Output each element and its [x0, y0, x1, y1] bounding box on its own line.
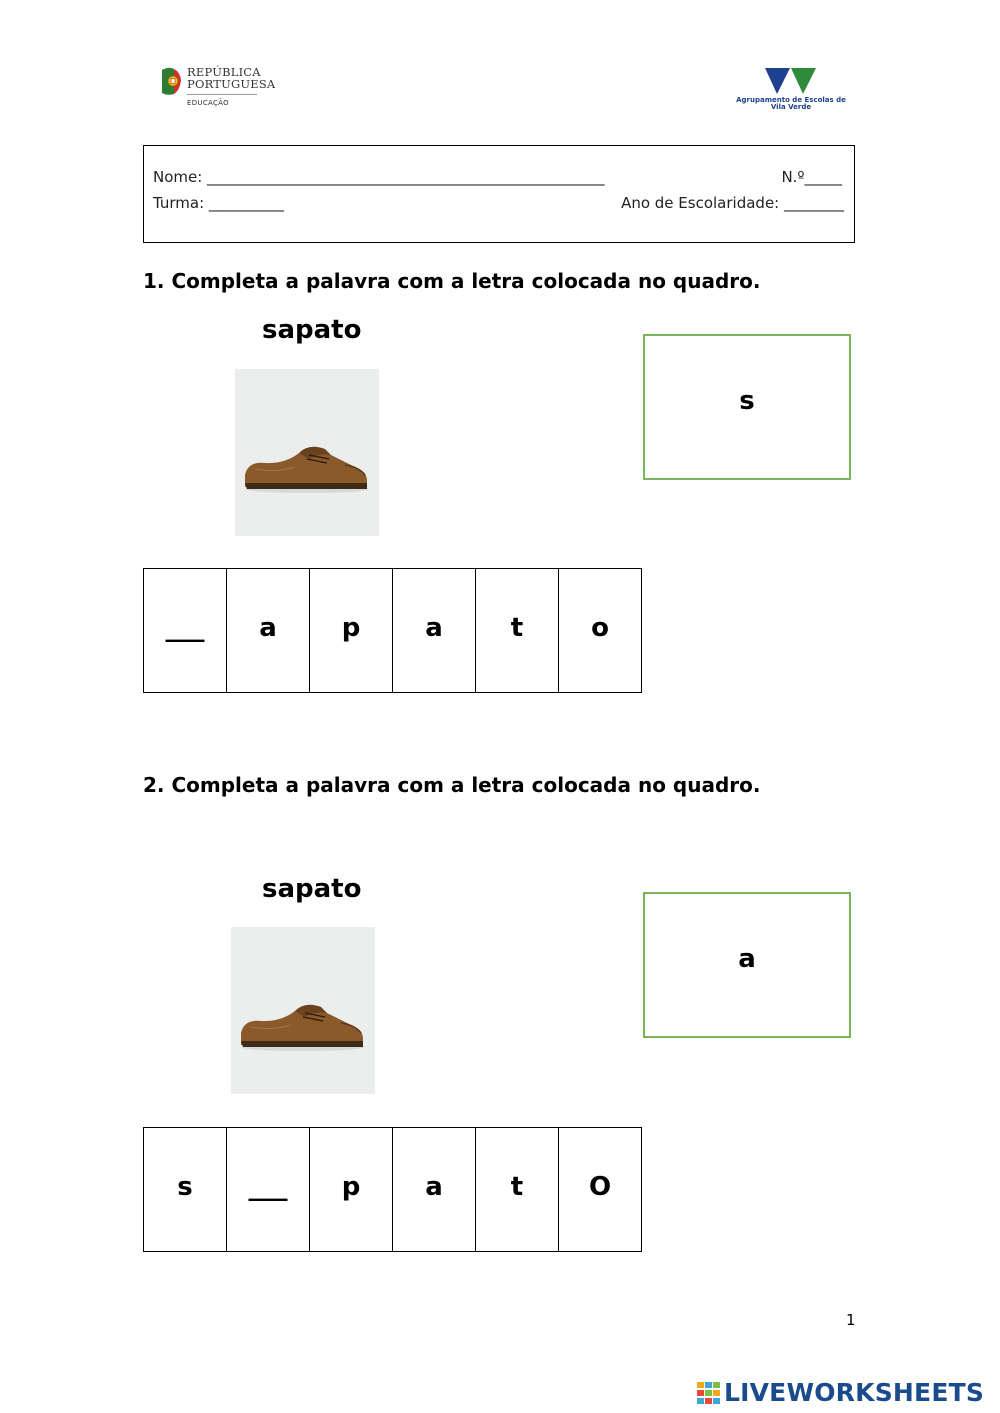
republica-portuguesa-logo — [160, 62, 276, 112]
word-cell: a — [393, 569, 476, 693]
turma-field[interactable]: Turma: __________ — [153, 194, 284, 212]
word-table-2 — [143, 1127, 642, 1252]
republica-line1: REPÚBLICA — [187, 65, 261, 79]
portugal-emblem-icon — [160, 66, 182, 96]
word-cell: t — [476, 569, 559, 693]
shoe-photo-2 — [231, 927, 375, 1094]
word-cell: s — [144, 1128, 227, 1252]
word-cell: o — [559, 569, 642, 693]
word-cell: O — [559, 1128, 642, 1252]
table-row — [144, 1128, 642, 1252]
agrupamento-triangles-icon — [760, 66, 820, 96]
word-table-1 — [143, 568, 642, 693]
republica-line2: PORTUGUESA — [187, 77, 276, 91]
agrupamento-line2: Vila Verde — [770, 103, 812, 111]
name-field[interactable]: Nome: _____________________________________________________ — [153, 168, 605, 186]
word-cell-blank[interactable]: ___ — [144, 569, 227, 693]
table-row — [144, 569, 642, 693]
target-letter-1: s — [739, 386, 755, 416]
letter-box-1[interactable] — [643, 334, 851, 480]
agrupamento-line1: Agrupamento de Escolas de — [736, 96, 846, 104]
word-cell: a — [227, 569, 310, 693]
agrupamento-logo — [730, 66, 852, 114]
republica-educacao: EDUCAÇÃO — [187, 99, 229, 107]
shoe-icon — [231, 927, 375, 1094]
ano-escolaridade-field[interactable]: Ano de Escolaridade: ________ — [621, 194, 844, 212]
word-cell: p — [310, 1128, 393, 1252]
liveworksheets-logo-icon — [697, 1382, 721, 1404]
page-number: 1 — [846, 1311, 856, 1329]
letter-box-2[interactable] — [643, 892, 851, 1038]
liveworksheets-text: LIVEWORKSHEETS — [724, 1378, 985, 1407]
question-1: 1. Completa a palavra com a letra colocada no quadro. — [143, 269, 761, 293]
liveworksheets-brand[interactable] — [697, 1379, 995, 1407]
logo-divider — [187, 94, 257, 95]
word-cell: t — [476, 1128, 559, 1252]
question-2: 2. Completa a palavra com a letra colocada no quadro. — [143, 773, 761, 797]
word-cell-blank[interactable]: ___ — [227, 1128, 310, 1252]
word-cell: p — [310, 569, 393, 693]
word-label-1: sapato — [262, 315, 362, 345]
target-letter-2: a — [738, 944, 756, 974]
student-info-box — [143, 145, 855, 243]
word-cell: a — [393, 1128, 476, 1252]
shoe-photo-1 — [235, 369, 379, 536]
word-label-2: sapato — [262, 874, 362, 904]
shoe-icon — [235, 369, 379, 536]
number-field[interactable]: N.º_____ — [781, 168, 842, 186]
